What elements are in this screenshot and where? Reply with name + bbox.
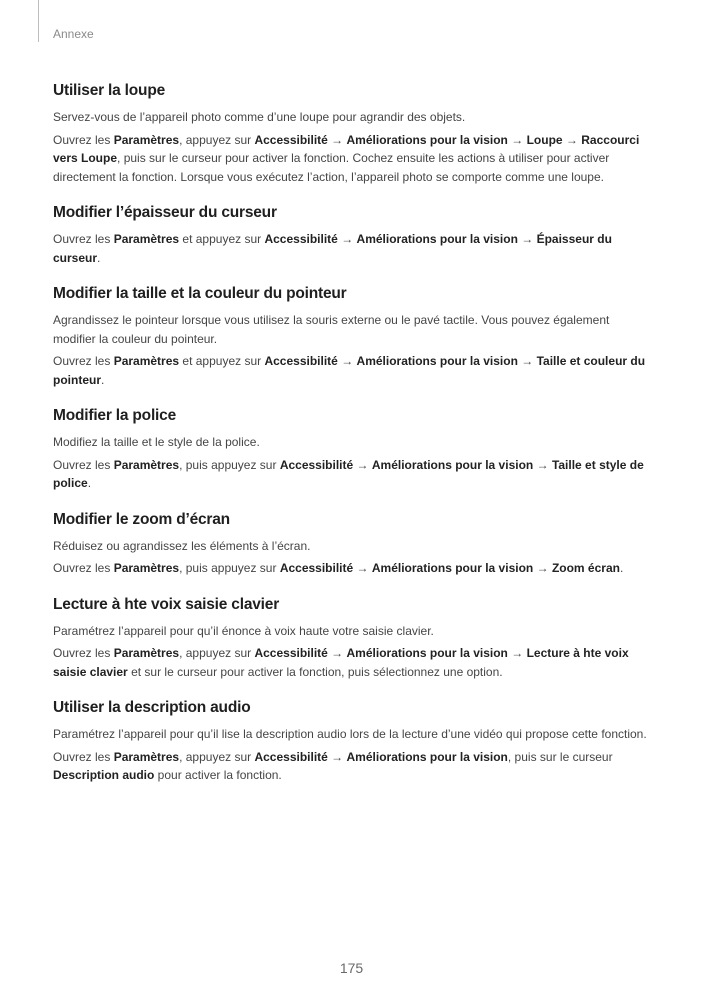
- arrow-icon: →: [511, 646, 524, 660]
- section-lecture-saisie: [53, 596, 651, 682]
- arrow-icon: →: [356, 457, 369, 472]
- arrow-icon: →: [341, 354, 354, 368]
- section-instructions: Ouvrez les Paramètres, puis appuyez sur Accessibilité → Améliorations pour la vision → Taille et style de police.: [53, 457, 644, 490]
- header-label: Annexe: [53, 27, 94, 41]
- section-zoom-ecran: [53, 511, 651, 578]
- section-epaisseur-curseur: [53, 204, 651, 267]
- section-instructions: Ouvrez les Paramètres, puis appuyez sur Accessibilité → Améliorations pour la vision → Zoom écran.: [53, 561, 624, 575]
- section-description: Réduisez ou agrandissez les éléments à l’écran.: [53, 538, 311, 553]
- section-police: [53, 407, 651, 493]
- section-description: Paramétrez l’appareil pour qu’il lise la description audio lors de la lecture d’une vidéo qui propose cette fonction.: [53, 727, 647, 741]
- section-title: Utiliser la description audio: [53, 699, 251, 716]
- arrow-icon: →: [341, 232, 354, 246]
- section-description: Paramétrez l’appareil pour qu’il énonce à voix haute votre saisie clavier.: [53, 623, 434, 638]
- section-title: Modifier l’épaisseur du curseur: [53, 204, 277, 221]
- section-instructions: Ouvrez les Paramètres et appuyez sur Accessibilité → Améliorations pour la vision → Taille et couleur du pointeur.: [53, 354, 646, 387]
- arrow-icon: →: [565, 132, 578, 147]
- arrow-icon: →: [536, 457, 549, 472]
- section-instructions: Ouvrez les Paramètres, appuyez sur Accessibilité → Améliorations pour la vision → Lecture à hte voix saisie clavier et sur le curseur pour activer la fonction, puis sélectionnez une option.: [53, 646, 629, 679]
- section-title: Modifier le zoom d’écran: [53, 510, 230, 528]
- section-description: Servez-vous de l’appareil photo comme d’une loupe pour agrandir des objets.: [53, 110, 466, 124]
- side-rule: [38, 0, 39, 42]
- section-title: Modifier la taille et la couleur du pointeur: [53, 285, 347, 302]
- section-description: Agrandissez le pointeur lorsque vous utilisez la souris externe ou le pavé tactile. Vous pouvez également modifier la couleur du pointeur.: [53, 313, 610, 346]
- arrow-icon: →: [511, 132, 524, 147]
- arrow-icon: →: [521, 354, 534, 368]
- section-title: Lecture à hte voix saisie clavier: [53, 595, 280, 613]
- section-instructions: Ouvrez les Paramètres, appuyez sur Accessibilité → Améliorations pour la vision, puis sur le curseur Description audio pour activer la fonction.: [53, 749, 613, 782]
- section-title: Modifier la police: [53, 407, 177, 424]
- page-content: [53, 82, 651, 803]
- section-instructions: Ouvrez les Paramètres et appuyez sur Accessibilité → Améliorations pour la vision → Épaisseur du curseur.: [53, 232, 612, 265]
- section-loupe: [53, 82, 651, 186]
- section-title: Utiliser la loupe: [53, 82, 166, 99]
- arrow-icon: →: [536, 561, 549, 575]
- arrow-icon: →: [331, 749, 344, 764]
- section-instructions: Ouvrez les Paramètres, appuyez sur Accessibilité → Améliorations pour la vision → Loupe → Raccourci vers Loupe, puis sur le curseur pour activer la fonction. Cochez ensuite les actions à utiliser pour activer directement la fonction. Lorsque vous exécutez l’action, l’appareil photo se comporte comme une loupe.: [53, 132, 640, 184]
- arrow-icon: →: [331, 132, 344, 147]
- section-description: Modifiez la taille et le style de la police.: [53, 435, 260, 449]
- arrow-icon: →: [331, 646, 344, 660]
- arrow-icon: →: [356, 561, 369, 575]
- page-number: 175: [339, 960, 364, 976]
- section-description-audio: [53, 699, 651, 785]
- arrow-icon: →: [521, 232, 534, 246]
- section-pointeur: [53, 285, 651, 389]
